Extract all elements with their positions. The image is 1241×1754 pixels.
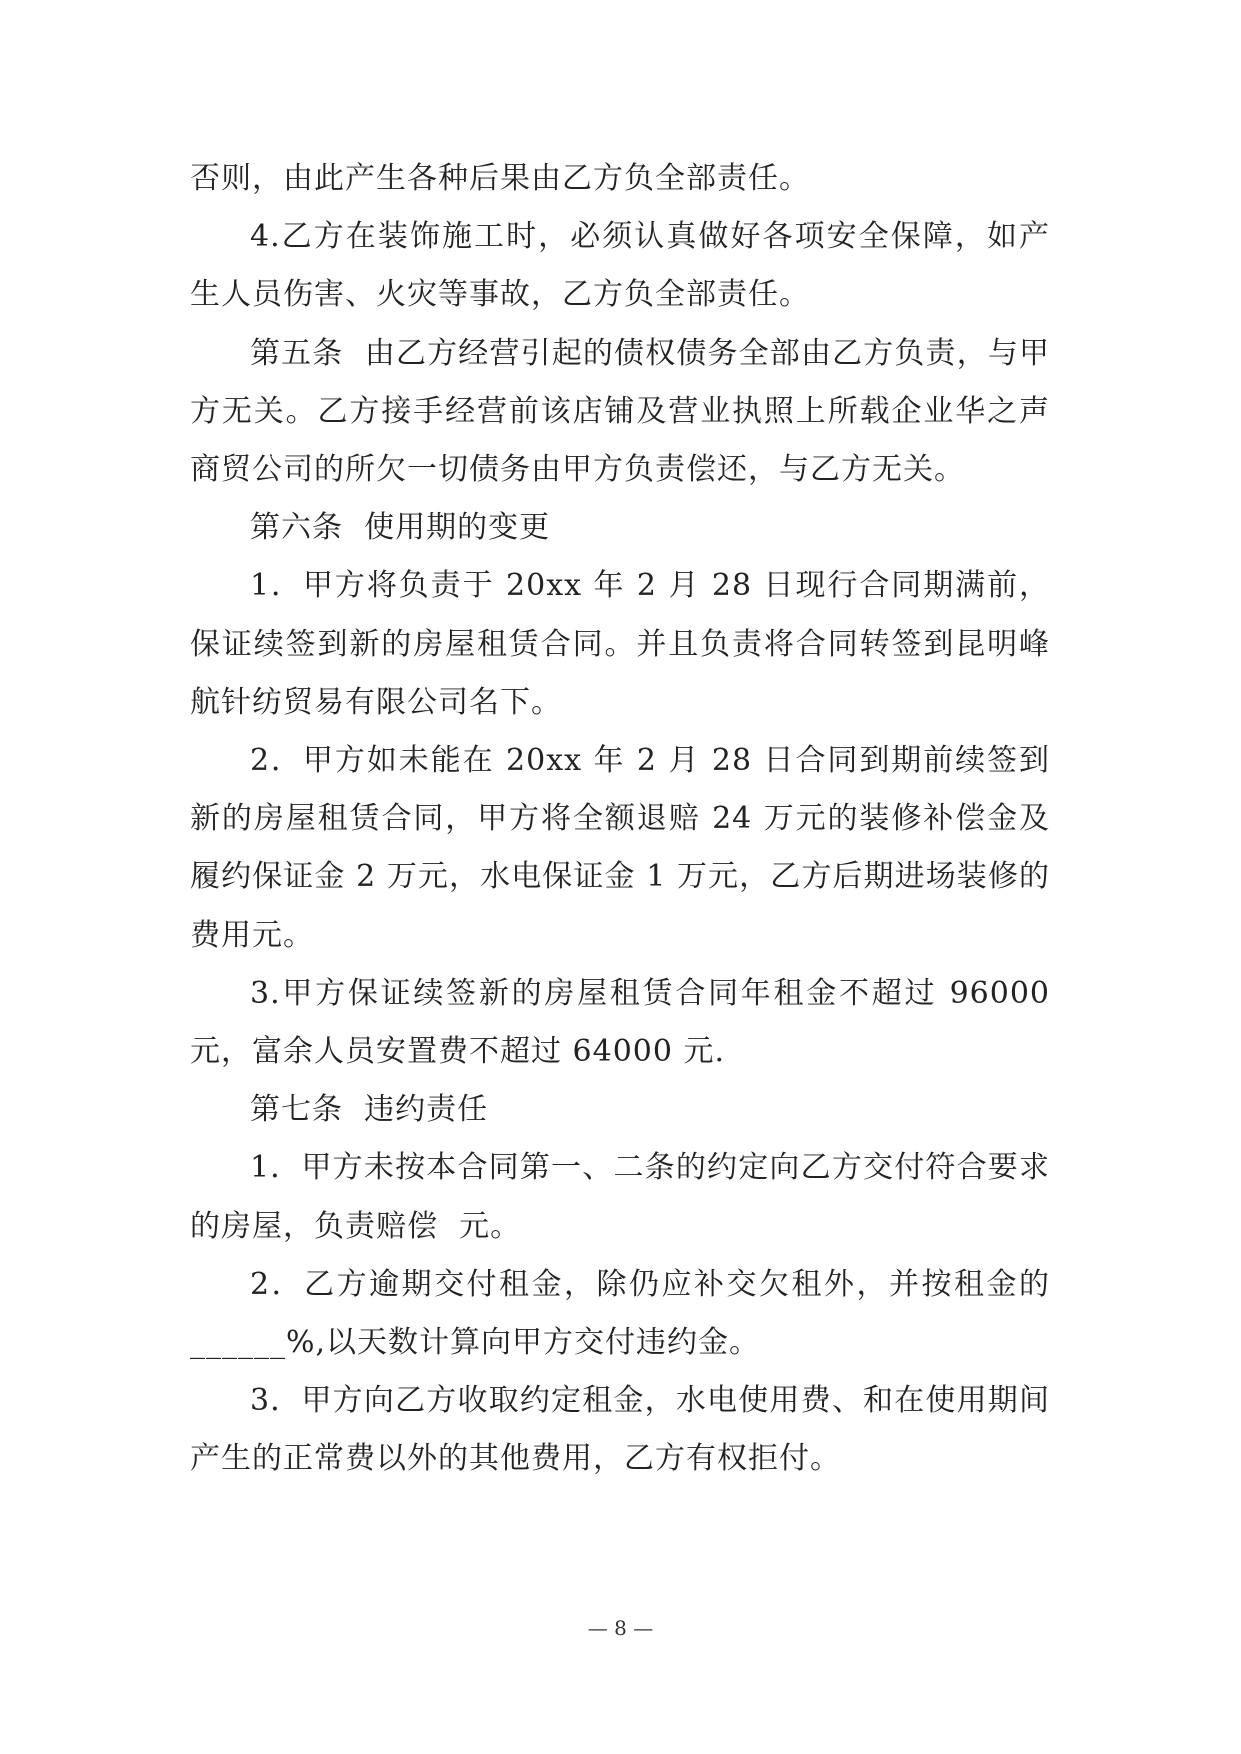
paragraph-article-7-item-3: 3．甲方向乙方收取约定租金，水电使用费、和在使用期间产生的正常费以外的其他费用，乙方有权拒付。 [190, 1383, 1050, 1477]
paragraph-continuation: 否则，由此产生各种后果由乙方负全部责任。 [190, 161, 810, 196]
paragraph-article-6-item-3: 3.甲方保证续签新的房屋租赁合同年租金不超过 96000 元，富余人员安置费不超过 64000 元. [190, 975, 1061, 1070]
document-body [190, 150, 1061, 1489]
paragraph-article-6-item-2: 2．甲方如未能在 20xx 年 2 月 28 日合同到期前续签到新的房屋租赁合同，甲方将全额退赔 24 万元的装修补偿金及履约保证金 2 万元，水电保证金 1 万元，乙方后期进场装修的费用元。 [190, 743, 1050, 953]
paragraph-article-6-item-1: 1．甲方将负责于 20xx 年 2 月 28 日现行合同期满前，保证续签到新的房屋租赁合同。并且负责将合同转签到昆明峰航针纺贸易有限公司名下。 [190, 568, 1050, 720]
page-number: — 8 — [587, 1616, 654, 1640]
heading-article-7: 第七条 违约责任 [250, 1092, 489, 1128]
paragraph-article-7-item-2: 2．乙方逾期交付租金，除仍应补交欠租外，并按租金的______%,以天数计算向甲方交付违约金。 [190, 1266, 1050, 1361]
heading-article-6: 第六条 使用期的变更 [250, 510, 551, 546]
paragraph-article-7-item-1: 1．甲方未按本合同第一、二条的约定向乙方交付符合要求的房屋，负责赔偿 元。 [190, 1150, 1050, 1244]
paragraph-clause-4-4: 4.乙方在装饰施工时，必须认真做好各项安全保障，如产生人员伤害、火灾等事故，乙方负全部责任。 [190, 219, 1050, 313]
paragraph-article-5: 第五条 由乙方经营引起的债权债务全部由乙方负责，与甲方无关。乙方接手经营前该店铺及营业执照上所载企业华之声商贸公司的所欠一切债务由甲方负责偿还，与乙方无关。 [190, 335, 1050, 488]
